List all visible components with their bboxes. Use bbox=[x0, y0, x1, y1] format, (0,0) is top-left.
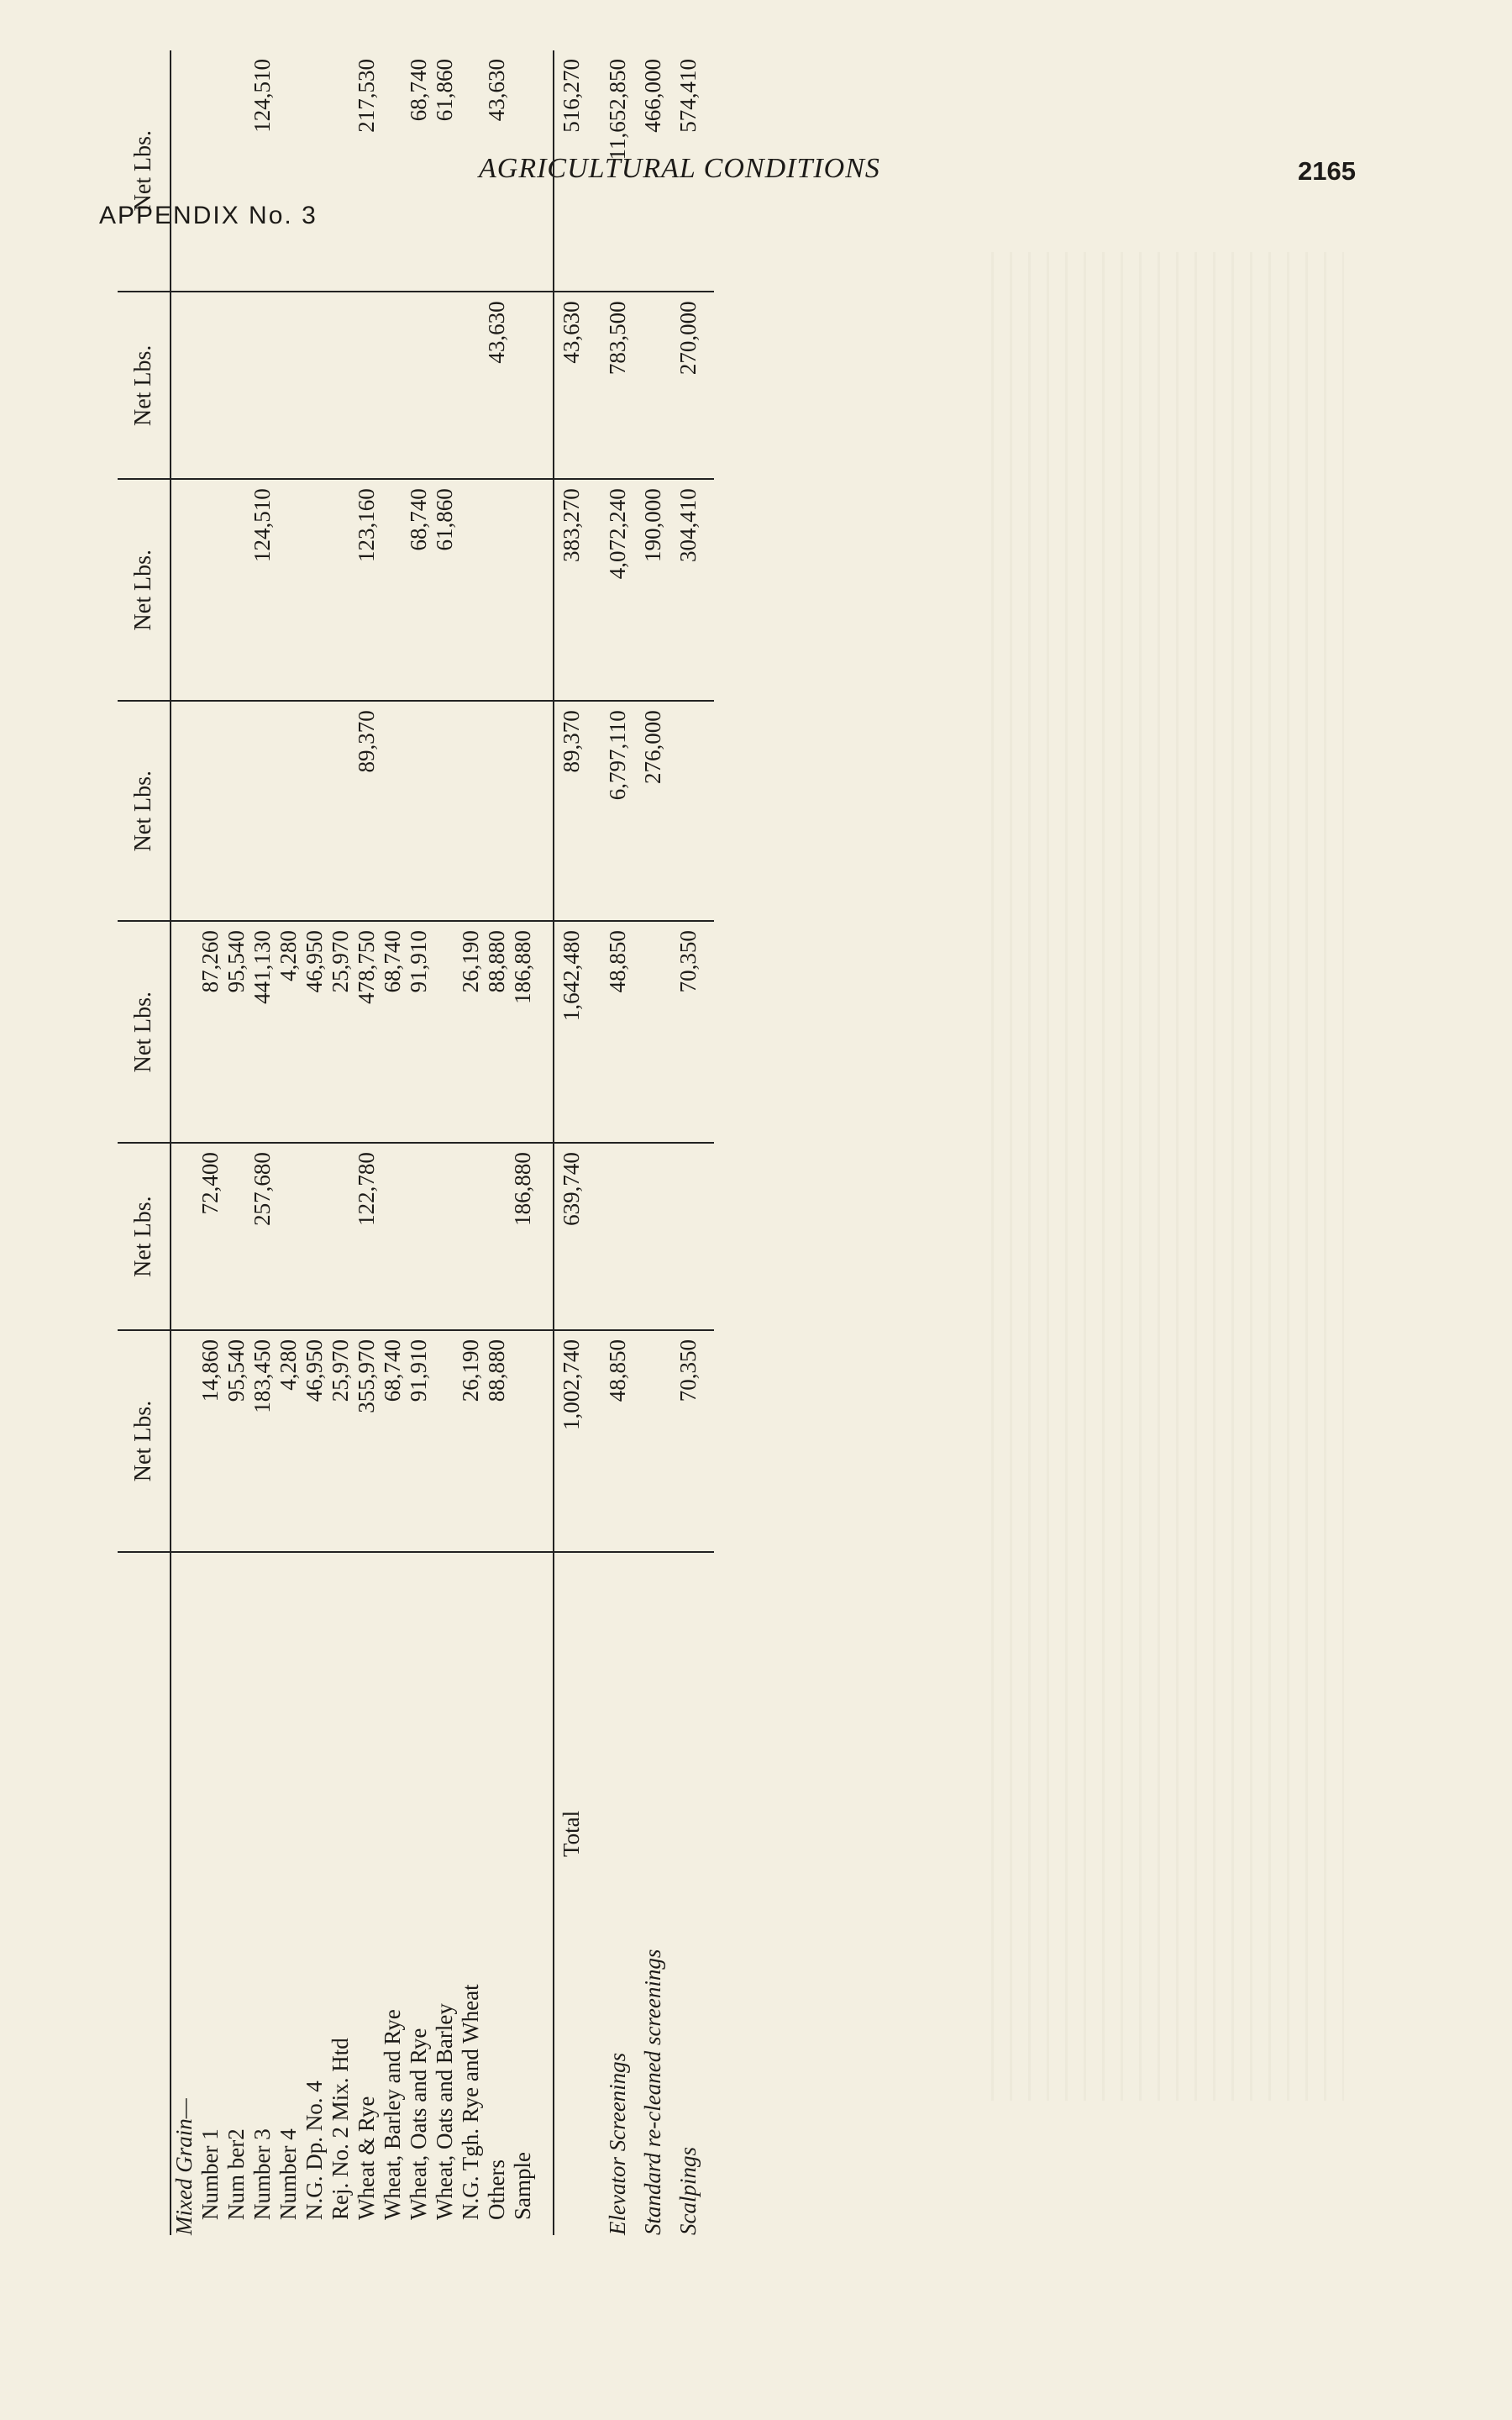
page-title: AGRICULTURAL CONDITIONS bbox=[479, 153, 880, 184]
table-row bbox=[354, 50, 380, 2235]
table-cell bbox=[432, 701, 458, 921]
row-label: Number 4 bbox=[276, 2128, 301, 2220]
table-cell: 43,630 bbox=[484, 292, 510, 479]
table-cell bbox=[406, 292, 432, 479]
table-cell bbox=[510, 479, 536, 701]
table-cell bbox=[432, 921, 458, 1143]
table-cell: 190,000 bbox=[635, 479, 670, 701]
table-row bbox=[484, 50, 510, 2235]
table-cell: 46,950 bbox=[302, 1330, 328, 1552]
table-cell bbox=[328, 479, 354, 701]
table-cell bbox=[302, 479, 328, 701]
table-cell bbox=[223, 292, 249, 479]
table-cell: 68,740 bbox=[380, 921, 406, 1143]
table-cell bbox=[635, 292, 670, 479]
summary-row bbox=[600, 50, 635, 2235]
table-row bbox=[406, 50, 432, 2235]
table-cell: 61,860 bbox=[432, 50, 458, 292]
table-row bbox=[380, 50, 406, 2235]
table-cell bbox=[197, 479, 223, 701]
table-row bbox=[197, 50, 223, 2235]
table-cell bbox=[276, 50, 302, 292]
row-label: Wheat, Barley and Rye bbox=[380, 2009, 405, 2220]
table-cell bbox=[328, 292, 354, 479]
table-cell: 46,950 bbox=[302, 921, 328, 1143]
table-cell bbox=[458, 1143, 484, 1330]
table-cell: 25,970 bbox=[328, 1330, 354, 1552]
table-cell: 11,652,850 bbox=[600, 50, 635, 292]
row-label: Scalpings bbox=[675, 2147, 701, 2235]
table-cell: 14,860 bbox=[197, 1330, 223, 1552]
row-label: Elevator Screenings bbox=[604, 2052, 630, 2235]
column-header: Net Lbs. bbox=[118, 292, 171, 479]
table-cell bbox=[458, 701, 484, 921]
table-cell: 478,750 bbox=[354, 921, 380, 1143]
table-cell: 441,130 bbox=[249, 921, 276, 1143]
row-label: Total bbox=[558, 1810, 584, 1857]
table-cell bbox=[484, 479, 510, 701]
table-cell: 270,000 bbox=[670, 292, 706, 479]
rotated-table-container bbox=[118, 50, 739, 2235]
table-cell bbox=[276, 701, 302, 921]
table-cell bbox=[635, 921, 670, 1143]
table-cell: 122,780 bbox=[354, 1143, 380, 1330]
row-label: Number 3 bbox=[249, 2128, 275, 2220]
table-cell bbox=[302, 50, 328, 292]
table-cell: 276,000 bbox=[635, 701, 670, 921]
table-row bbox=[458, 50, 484, 2235]
table-cell: 91,910 bbox=[406, 1330, 432, 1552]
table-cell bbox=[670, 701, 706, 921]
table-cell bbox=[510, 701, 536, 921]
table-cell bbox=[197, 701, 223, 921]
bleed-through-texture bbox=[991, 252, 1344, 2101]
table-cell bbox=[197, 50, 223, 292]
spacer-row bbox=[588, 50, 600, 2235]
table-cell: 48,850 bbox=[600, 921, 635, 1143]
table-cell bbox=[249, 701, 276, 921]
column-header: Net Lbs. bbox=[118, 50, 171, 292]
summary-row bbox=[635, 50, 670, 2235]
table-header-row bbox=[118, 50, 171, 2235]
table-cell bbox=[354, 292, 380, 479]
table-cell: 88,880 bbox=[484, 921, 510, 1143]
table-cell bbox=[458, 50, 484, 292]
table-cell: 1,002,740 bbox=[554, 1330, 588, 1552]
table-cell: 186,880 bbox=[510, 921, 536, 1143]
total-row bbox=[554, 50, 588, 2235]
table-cell: 68,740 bbox=[406, 50, 432, 292]
table-cell bbox=[302, 1143, 328, 1330]
grain-table bbox=[118, 50, 714, 2235]
column-header: Net Lbs. bbox=[118, 701, 171, 921]
table-cell: 304,410 bbox=[670, 479, 706, 701]
row-label: Wheat, Oats and Barley bbox=[432, 2003, 457, 2220]
table-cell: 124,510 bbox=[249, 50, 276, 292]
table-cell: 783,500 bbox=[600, 292, 635, 479]
table-cell bbox=[223, 1143, 249, 1330]
table-cell bbox=[510, 50, 536, 292]
table-cell: 43,630 bbox=[484, 50, 510, 292]
section-title-row bbox=[171, 50, 197, 2235]
table-cell bbox=[276, 479, 302, 701]
table-cell: 355,970 bbox=[354, 1330, 380, 1552]
table-cell bbox=[432, 292, 458, 479]
summary-row bbox=[670, 50, 706, 2235]
row-label: N.G. Dp. No. 4 bbox=[302, 2081, 327, 2220]
appendix-label: APPENDIX No. 3 bbox=[99, 202, 318, 229]
table-cell: 87,260 bbox=[197, 921, 223, 1143]
table-cell: 26,190 bbox=[458, 921, 484, 1143]
table-cell bbox=[223, 50, 249, 292]
table-cell: 88,880 bbox=[484, 1330, 510, 1552]
spacer-row bbox=[536, 50, 554, 2235]
table-cell bbox=[484, 1143, 510, 1330]
row-label: Num ber2 bbox=[223, 2128, 249, 2220]
table-cell: 639,740 bbox=[554, 1143, 588, 1330]
table-row bbox=[249, 50, 276, 2235]
table-cell: 68,740 bbox=[380, 1330, 406, 1552]
table-cell: 124,510 bbox=[249, 479, 276, 701]
spacer-row bbox=[706, 50, 714, 2235]
row-label: Others bbox=[484, 2160, 509, 2220]
table-cell: 26,190 bbox=[458, 1330, 484, 1552]
table-cell bbox=[276, 1143, 302, 1330]
row-label: Sample bbox=[510, 2152, 535, 2220]
table-row bbox=[432, 50, 458, 2235]
table-cell: 68,740 bbox=[406, 479, 432, 701]
table-cell: 89,370 bbox=[554, 701, 588, 921]
table-cell: 186,880 bbox=[510, 1143, 536, 1330]
table-cell: 25,970 bbox=[328, 921, 354, 1143]
table-body bbox=[171, 50, 714, 2235]
table-cell: 1,642,480 bbox=[554, 921, 588, 1143]
row-label: Number 1 bbox=[197, 2128, 223, 2220]
table-cell: 516,270 bbox=[554, 50, 588, 292]
table-cell: 4,280 bbox=[276, 921, 302, 1143]
row-label: Standard re-cleaned screenings bbox=[639, 1949, 665, 2235]
table-cell bbox=[328, 701, 354, 921]
table-cell bbox=[223, 701, 249, 921]
table-cell bbox=[302, 292, 328, 479]
table-cell: 70,350 bbox=[670, 1330, 706, 1552]
table-cell bbox=[484, 701, 510, 921]
table-cell bbox=[328, 50, 354, 292]
table-cell: 70,350 bbox=[670, 921, 706, 1143]
table-cell bbox=[223, 479, 249, 701]
table-cell: 217,530 bbox=[354, 50, 380, 292]
table-cell bbox=[380, 479, 406, 701]
column-header: Net Lbs. bbox=[118, 479, 171, 701]
table-cell bbox=[510, 1330, 536, 1552]
table-cell: 4,072,240 bbox=[600, 479, 635, 701]
table-cell bbox=[380, 1143, 406, 1330]
table-cell: 466,000 bbox=[635, 50, 670, 292]
table-row bbox=[223, 50, 249, 2235]
table-cell bbox=[670, 1143, 706, 1330]
table-cell: 72,400 bbox=[197, 1143, 223, 1330]
table-cell: 4,280 bbox=[276, 1330, 302, 1552]
table-cell bbox=[328, 1143, 354, 1330]
row-label: Wheat & Rye bbox=[354, 2096, 379, 2220]
table-cell: 123,160 bbox=[354, 479, 380, 701]
table-cell bbox=[249, 292, 276, 479]
table-row bbox=[328, 50, 354, 2235]
table-cell: 91,910 bbox=[406, 921, 432, 1143]
table-cell: 43,630 bbox=[554, 292, 588, 479]
table-cell bbox=[276, 292, 302, 479]
table-cell bbox=[635, 1143, 670, 1330]
table-cell bbox=[458, 292, 484, 479]
table-cell: 61,860 bbox=[432, 479, 458, 701]
table-cell bbox=[600, 1143, 635, 1330]
table-cell: 574,410 bbox=[670, 50, 706, 292]
section-title: Mixed Grain— bbox=[171, 2098, 197, 2235]
table-row bbox=[302, 50, 328, 2235]
table-cell bbox=[197, 292, 223, 479]
table-cell bbox=[380, 292, 406, 479]
page-number: 2165 bbox=[1298, 156, 1356, 186]
column-header: Net Lbs. bbox=[118, 1143, 171, 1330]
column-header: Net Lbs. bbox=[118, 921, 171, 1143]
row-label: Rej. No. 2 Mix. Htd bbox=[328, 2038, 353, 2220]
table-cell bbox=[432, 1330, 458, 1552]
table-cell: 95,540 bbox=[223, 921, 249, 1143]
row-label: Wheat, Oats and Rye bbox=[406, 2028, 431, 2220]
label-column-header bbox=[118, 1552, 171, 2235]
table-row bbox=[276, 50, 302, 2235]
row-label: N.G. Tgh. Rye and Wheat bbox=[458, 1984, 483, 2220]
table-row bbox=[510, 50, 536, 2235]
table-cell: 6,797,110 bbox=[600, 701, 635, 921]
table-cell: 89,370 bbox=[354, 701, 380, 921]
table-cell bbox=[458, 479, 484, 701]
table-cell: 48,850 bbox=[600, 1330, 635, 1552]
table-cell: 383,270 bbox=[554, 479, 588, 701]
table-cell: 183,450 bbox=[249, 1330, 276, 1552]
table-cell bbox=[510, 292, 536, 479]
table-cell bbox=[380, 50, 406, 292]
table-cell bbox=[406, 1143, 432, 1330]
table-cell bbox=[302, 701, 328, 921]
table-cell bbox=[432, 1143, 458, 1330]
table-cell: 257,680 bbox=[249, 1143, 276, 1330]
table-cell bbox=[406, 701, 432, 921]
table-cell: 95,540 bbox=[223, 1330, 249, 1552]
column-header: Net Lbs. bbox=[118, 1330, 171, 1552]
table-cell bbox=[380, 701, 406, 921]
table-cell bbox=[635, 1330, 670, 1552]
